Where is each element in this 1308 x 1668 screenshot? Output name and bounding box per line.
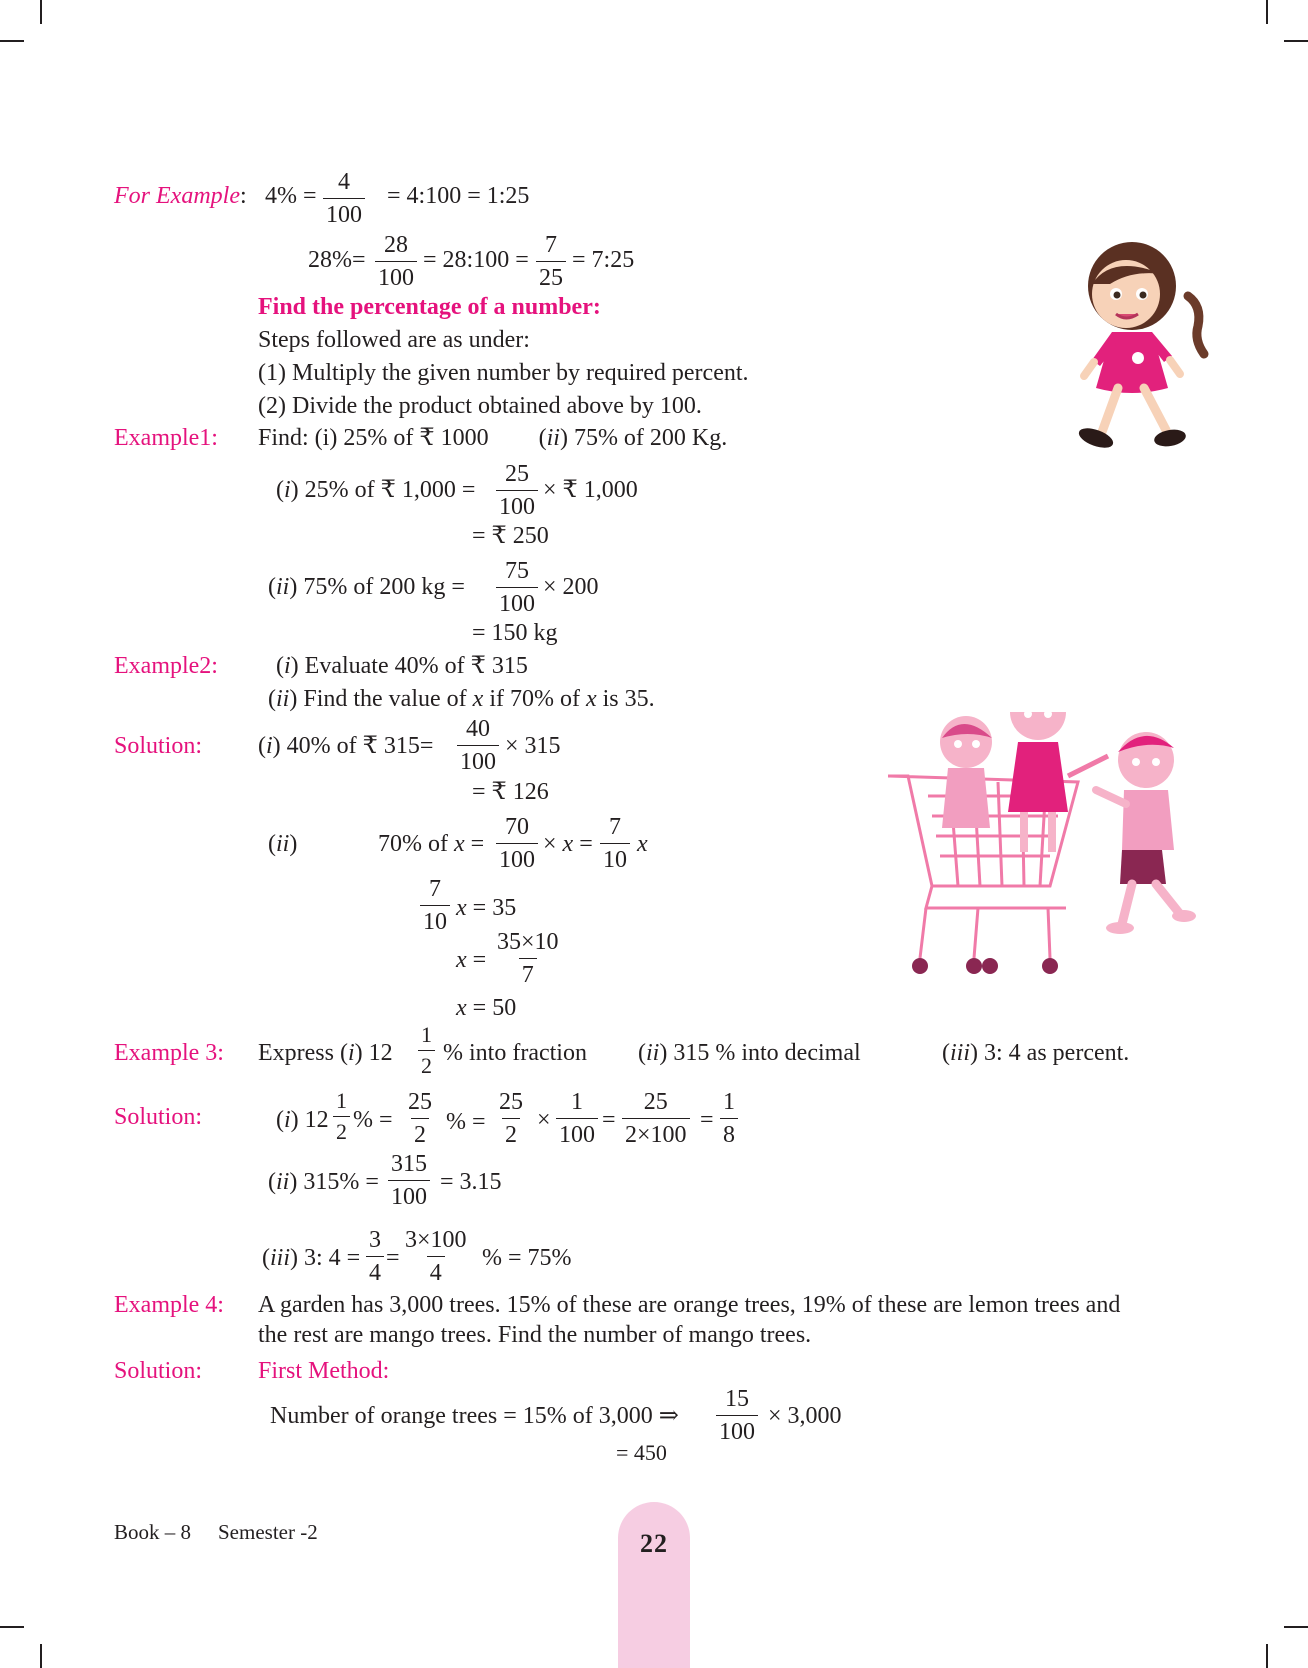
ex2-s2-mid: × x = (543, 831, 593, 857)
fraction: 1 8 (720, 1090, 738, 1147)
crop-mark (1266, 0, 1268, 24)
ex4-question-line2: the rest are mango trees. Find the number of mango trees. (258, 1322, 812, 1348)
ex2-s1-result: = ₹ 126 (472, 779, 549, 805)
example3-label: Example 3: (114, 1040, 224, 1066)
ex3-s1-pct2: % = (446, 1109, 486, 1135)
ex2-s4-lhs: x = (456, 947, 487, 973)
intro-l2-rhs: = 7:25 (572, 247, 635, 273)
for-example-label: For Example: (114, 183, 247, 209)
crop-mark (1266, 1644, 1268, 1668)
ex2-s3-rhs: x = 35 (456, 895, 517, 921)
ex3-question-a: Express (i) 12 (258, 1040, 393, 1066)
fraction: 1 2 (418, 1024, 435, 1077)
fraction: 7 10 (600, 815, 630, 872)
ex3-s1-times: × (537, 1107, 551, 1133)
solution-label: Solution: (114, 733, 203, 759)
page-number: 22 (640, 1529, 668, 1558)
solution-label: Solution: (114, 1358, 203, 1384)
ex2-s2-x: x (637, 831, 648, 857)
page-number-tab (618, 1502, 690, 1668)
ex3-s3-eq: = (386, 1245, 400, 1271)
ex1-b-result: = 150 kg (472, 620, 558, 646)
crop-mark (0, 1626, 24, 1628)
ex4-question-line1: A garden has 3,000 trees. 15% of these are orange trees, 19% of these are lemon trees and (258, 1292, 1121, 1318)
kids-shopping-cart-illustration (888, 712, 1198, 984)
ex3-s1-lhs: (i) 12 (276, 1107, 329, 1133)
ex3-s1-pct: % = (353, 1107, 393, 1133)
intro-l1-lhs: 4% = (265, 183, 317, 209)
ex3-s1-eq2: = (700, 1107, 714, 1133)
fraction: 3 4 (366, 1228, 384, 1285)
ex3-question-c: % into fraction (443, 1040, 587, 1066)
ex2-s5: x = 50 (456, 995, 517, 1021)
intro-l2-mid: = 28:100 = (423, 247, 529, 273)
example1-question: Find: (i) 25% of ₹ 1000 (ii) 75% of 200 Kg. (258, 425, 728, 451)
fraction: 4 100 (323, 170, 365, 227)
ex4-rhs: × 3,000 (768, 1403, 842, 1429)
ex2-q1: (i) Evaluate 40% of ₹ 315 (276, 653, 528, 679)
fraction: 75 100 (496, 559, 538, 616)
crop-mark (40, 0, 42, 24)
ex1-a-rhs: × ₹ 1,000 (543, 477, 638, 503)
first-method-label: First Method: (258, 1358, 390, 1384)
ex3-s1-eq: = (602, 1107, 616, 1133)
fraction: 7 25 (536, 233, 566, 290)
footer-book: Book – 8 (114, 1520, 192, 1544)
step-2: (2) Divide the product obtained above by 100. (258, 393, 702, 419)
fraction: 25 2 (408, 1089, 432, 1148)
crop-mark (1284, 1626, 1308, 1628)
ex3-question-e: (iii) 3: 4 as percent. (942, 1040, 1130, 1066)
ex2-s2-roman: (ii) (268, 831, 298, 857)
solution-label: Solution: (114, 1104, 203, 1130)
fraction: 70 100 (496, 815, 538, 872)
ex1-a-line: (i) 25% of ₹ 1,000 = (276, 477, 476, 503)
crop-mark (40, 1644, 42, 1668)
ex2-q2: (ii) Find the value of x if 70% of x is 35. (268, 686, 655, 712)
ex3-s2-rhs: = 3.15 (440, 1169, 502, 1195)
fraction: 25 100 (496, 462, 538, 519)
fraction: 35×10 7 (497, 929, 559, 988)
fraction: 315 100 (388, 1152, 430, 1209)
crop-mark (0, 40, 24, 42)
fraction: 1 2 (333, 1090, 350, 1143)
fraction: 15 100 (716, 1387, 758, 1444)
fraction: 25 2×100 (622, 1090, 690, 1147)
example1-label: Example1: (114, 425, 218, 451)
ex2-s2-lhs: 70% of x = (378, 831, 485, 857)
ex4-result: = 450 (616, 1440, 667, 1465)
ex3-s3-rhs: % = 75% (482, 1245, 572, 1271)
section-heading: Find the percentage of a number: (258, 294, 601, 320)
footer-semester: Semester -2 (218, 1520, 318, 1544)
ex4-line: Number of orange trees = 15% of 3,000 ⇒ (270, 1403, 679, 1429)
intro-l2-lhs: 28%= (308, 247, 366, 273)
ex3-s3-lhs: (iii) 3: 4 = (262, 1245, 361, 1271)
step-1: (1) Multiply the given number by required percent. (258, 360, 749, 386)
intro-l1-rhs: = 4:100 = 1:25 (387, 183, 530, 209)
fraction: 7 10 (420, 877, 450, 934)
fraction: 28 100 (375, 233, 417, 290)
fraction: 40 100 (457, 717, 499, 774)
fraction: 25 2 (499, 1089, 523, 1148)
ex1-a-result: = ₹ 250 (472, 523, 549, 549)
steps-intro: Steps followed are as under: (258, 327, 530, 353)
fraction: 3×100 4 (405, 1227, 467, 1286)
ex1-b-line: (ii) 75% of 200 kg = (268, 574, 465, 600)
girl-walking-illustration (1060, 236, 1220, 468)
ex1-b-rhs: × 200 (543, 574, 599, 600)
ex3-question-d: (ii) 315 % into decimal (638, 1040, 861, 1066)
example4-label: Example 4: (114, 1292, 224, 1318)
ex2-s1-line: (i) 40% of ₹ 315= (258, 733, 434, 759)
fraction: 1 100 (556, 1090, 598, 1147)
crop-mark (1284, 40, 1308, 42)
ex2-s1-rhs: × 315 (505, 733, 561, 759)
example2-label: Example2: (114, 653, 218, 679)
ex3-s2-lhs: (ii) 315% = (268, 1169, 379, 1195)
